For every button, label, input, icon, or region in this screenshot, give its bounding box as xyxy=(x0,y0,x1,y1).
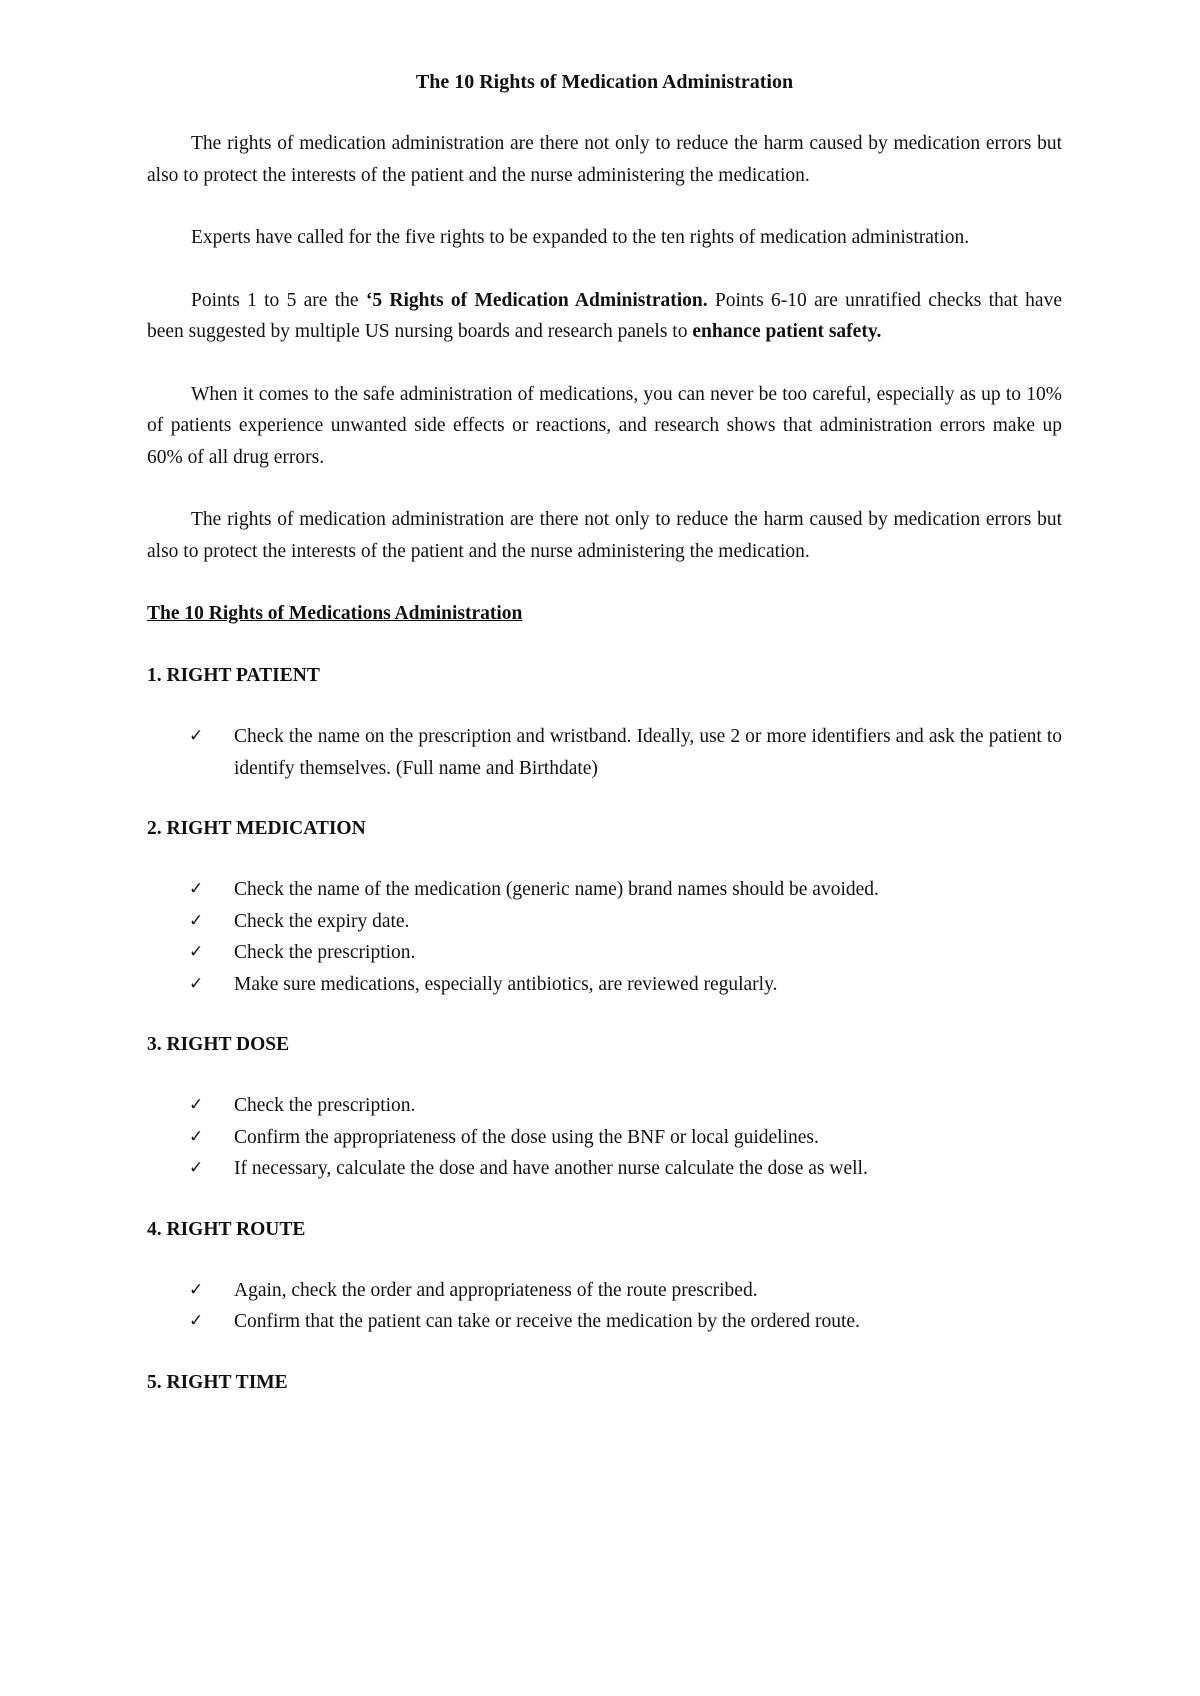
list-item xyxy=(147,1090,1062,1122)
list-item xyxy=(147,1122,1062,1154)
checkmark-icon: ✓ xyxy=(189,973,204,994)
checkmark-icon: ✓ xyxy=(189,1126,204,1147)
list-item-text: Confirm the appropriateness of the dose using the BNF or local guidelines. xyxy=(234,1126,819,1148)
experts-paragraph: Experts have called for the five rights to be expanded to the ten rights of medication administration. xyxy=(191,227,970,248)
checkmark-icon: ✓ xyxy=(189,910,204,931)
points-bold-1: ‘5 Rights of Medication Administration. xyxy=(365,289,708,311)
list-item-text: If necessary, calculate the dose and have another nurse calculate the dose as well. xyxy=(234,1158,868,1179)
list-item xyxy=(147,1153,1062,1185)
checkmark-icon: ✓ xyxy=(189,1158,204,1178)
checkmark-icon: ✓ xyxy=(189,726,204,746)
list-item-text: Make sure medications, especially antibiotics, are reviewed regularly. xyxy=(234,973,778,995)
rights-list xyxy=(147,660,1062,1398)
list-item xyxy=(147,874,1062,906)
right-time-section xyxy=(147,1367,1062,1398)
right-dose-section xyxy=(147,1029,1062,1185)
rights-section-heading: The 10 Rights of Medications Administration xyxy=(147,603,523,624)
right-heading: 3. RIGHT DOSE xyxy=(147,1034,290,1055)
list-item xyxy=(147,906,1062,938)
list-item-text: Again, check the order and appropriateness of the route prescribed. xyxy=(234,1279,758,1301)
list-item xyxy=(147,1306,1062,1338)
right-patient-section xyxy=(147,660,1062,784)
checkmark-icon: ✓ xyxy=(189,879,204,899)
checkmark-icon: ✓ xyxy=(189,1311,204,1331)
right-medication-section xyxy=(147,813,1062,1000)
right-heading: 1. RIGHT PATIENT xyxy=(147,665,320,686)
list-item xyxy=(147,969,1062,1001)
list-item-text: Check the expiry date. xyxy=(234,910,410,932)
checkmark-icon: ✓ xyxy=(189,1279,204,1300)
points-text-2: Points 6-10 are unratified checks that have been suggested by multiple US nursing boards and research panels to xyxy=(147,289,1062,342)
intro-paragraph: The rights of medication administration are there not only to reduce the harm caused by medication errors but also to protect the interests of the patient and the nurse administering the medication. xyxy=(147,133,1062,186)
list-item-text: Check the name of the medication (generic name) brand names should be avoided. xyxy=(234,879,879,900)
list-item xyxy=(147,1275,1062,1307)
check-list xyxy=(147,721,1062,784)
check-list xyxy=(147,1275,1062,1338)
points-bold-2: enhance patient safety. xyxy=(692,321,882,342)
points-text-1: Points 1 to 5 are the xyxy=(191,289,366,311)
list-item xyxy=(147,721,1062,784)
rights-intro-paragraph: The rights of medication administration are there not only to reduce the harm caused by medication errors but also to protect the interests of the patient and the nurse administering the medication. xyxy=(147,509,1062,562)
safety-paragraph: When it comes to the safe administration of medications, you can never be too careful, especially as up to 10% of patients experience unwanted side effects or reactions, and research shows that administration errors make up 60% of all drug errors. xyxy=(147,383,1062,468)
right-route-section xyxy=(147,1214,1062,1338)
check-list xyxy=(147,874,1062,1000)
list-item-text: Check the name on the prescription and wristband. Ideally, use 2 or more identifiers and ask the patient to identify themselves. (Full name and Birthdate) xyxy=(234,726,1062,779)
right-heading: 4. RIGHT ROUTE xyxy=(147,1218,306,1240)
checkmark-icon: ✓ xyxy=(189,942,204,962)
document-title: The 10 Rights of Medication Administration xyxy=(415,71,794,93)
list-item-text: Check the prescription. xyxy=(234,942,416,963)
right-heading: 5. RIGHT TIME xyxy=(147,1371,288,1393)
checkmark-icon: ✓ xyxy=(189,1095,204,1115)
points-paragraph xyxy=(147,285,1062,348)
right-heading: 2. RIGHT MEDICATION xyxy=(147,818,366,839)
list-item xyxy=(147,937,1062,969)
check-list xyxy=(147,1090,1062,1185)
list-item-text: Confirm that the patient can take or receive the medication by the ordered route. xyxy=(234,1311,860,1332)
list-item-text: Check the prescription. xyxy=(234,1095,416,1116)
